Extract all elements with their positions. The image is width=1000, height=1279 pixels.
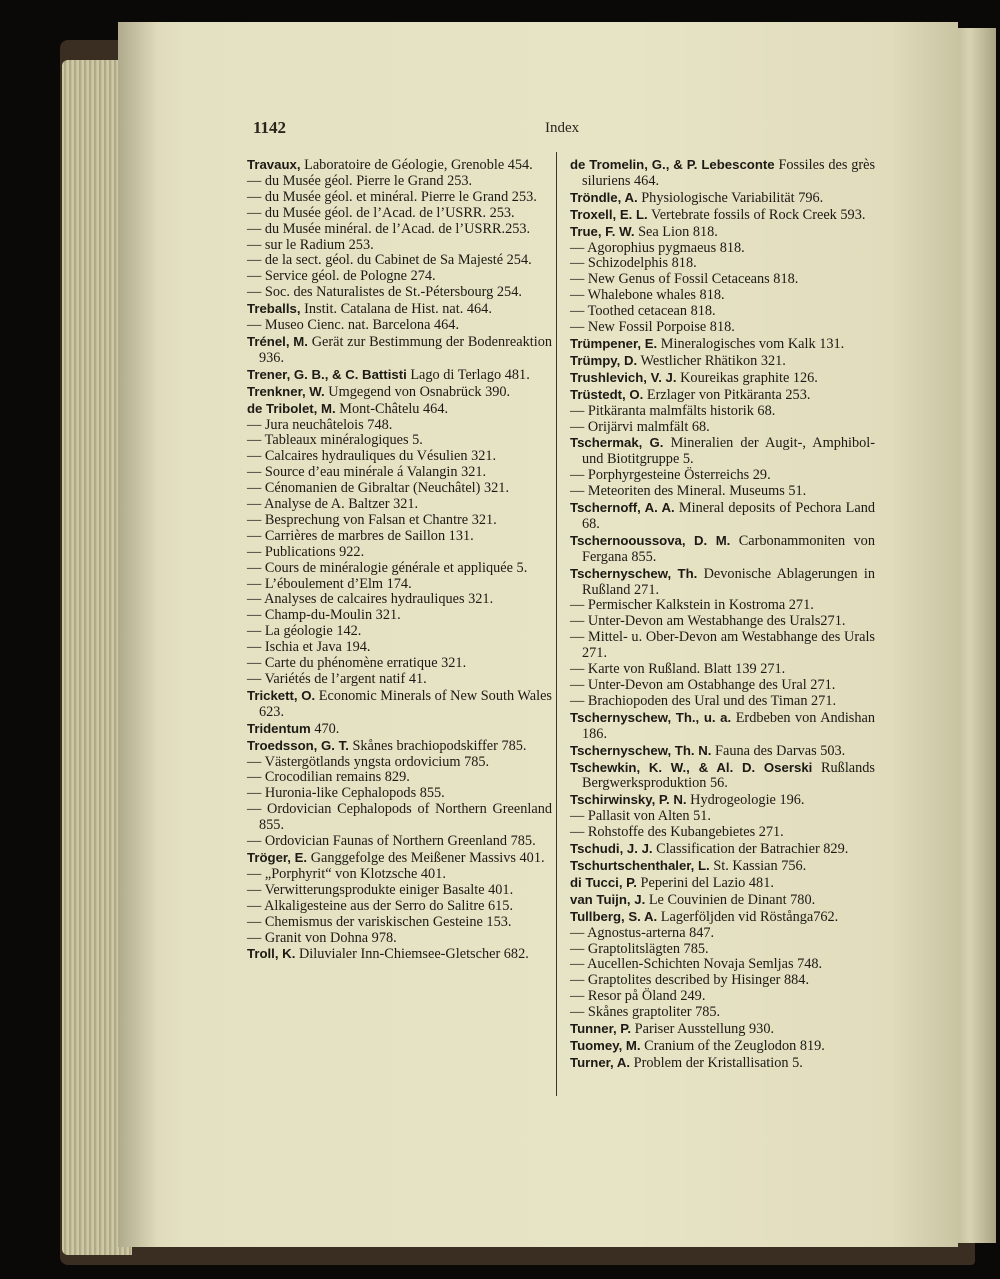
index-entry xyxy=(570,1021,875,1038)
index-entry xyxy=(570,973,875,989)
entry-text: Westlicher Rhätikon 321. xyxy=(640,352,786,369)
index-entry xyxy=(570,809,875,825)
entry-text: — Carte du phénomène erratique 321. xyxy=(247,655,467,672)
entry-text: — Ischia et Java 194. xyxy=(247,639,371,656)
entry-text: Classification der Batrachier 829. xyxy=(656,841,849,858)
index-entry xyxy=(247,222,552,238)
entry-text: Cranium of the Zeuglodon 819. xyxy=(644,1037,825,1054)
entry-author: van Tuijn, J. xyxy=(570,891,646,907)
index-entry xyxy=(570,320,875,336)
entry-text: — Alkaligesteine aus der Serro do Salitre 615. xyxy=(247,897,514,914)
index-entry xyxy=(247,367,552,384)
index-entry xyxy=(570,190,875,207)
entry-text: — Orijärvi malmfält 68. xyxy=(570,418,710,435)
entry-text: Economic Minerals of New South Wales 623. xyxy=(259,687,552,720)
entry-text: — de la sect. géol. du Cabinet de Sa Majesté 254. xyxy=(247,252,532,269)
entry-text: — Besprechung von Falsan et Chantre 321. xyxy=(247,511,497,528)
entry-author: Tschernyschew, Th., u. a. xyxy=(570,709,732,725)
entry-text: — Cours de minéralogie générale et appliquée 5. xyxy=(247,559,528,576)
entry-author: de Tromelin, G., & P. Lebesconte xyxy=(570,157,775,172)
index-entry xyxy=(570,566,875,599)
index-entry xyxy=(570,500,875,533)
entry-text: — Analyses de calcaires hydrauliques 321. xyxy=(247,591,494,608)
entry-text: — Graptolites described by Hisinger 884. xyxy=(570,972,810,989)
index-entry xyxy=(570,304,875,320)
entry-text: Vertebrate fossils of Rock Creek 593. xyxy=(651,206,866,223)
index-entry xyxy=(570,942,875,958)
entry-author: Tröger, E. xyxy=(247,849,308,865)
entry-text: Fossiles des grès siluriens 464. xyxy=(582,157,876,189)
index-entry xyxy=(570,858,875,875)
entry-author: Tullberg, S. A. xyxy=(570,908,658,924)
entry-text: Lago di Terlago 481. xyxy=(410,366,530,383)
entry-text: — Soc. des Naturalistes de St.-Pétersbourg 254. xyxy=(247,284,522,301)
entry-text: Umgegend von Osnabrück 390. xyxy=(328,383,511,400)
entry-text: Erzlager von Pitkäranta 253. xyxy=(646,386,811,403)
running-head: Index xyxy=(545,120,580,136)
entry-text: — Huronia-like Cephalopods 855. xyxy=(247,785,445,802)
index-entry xyxy=(570,435,875,468)
index-entry xyxy=(247,608,552,624)
entry-text: — Jura neuchâtelois 748. xyxy=(247,416,393,433)
page-number: 1142 xyxy=(253,118,287,137)
entry-author: Troll, K. xyxy=(247,946,296,962)
index-entry xyxy=(247,592,552,608)
entry-text: — Ordovician Cephalopods of Northern Greenland 855. xyxy=(247,801,552,834)
index-entry xyxy=(247,946,552,963)
index-entry xyxy=(247,497,552,513)
index-entry xyxy=(570,224,875,241)
entry-text: — Ordovician Faunas of Northern Greenland 785. xyxy=(247,833,536,850)
index-entry xyxy=(247,867,552,883)
entry-text: 470. xyxy=(314,720,340,737)
entry-text: — „Porphyrit“ von Klotzsche 401. xyxy=(247,865,446,882)
index-entry xyxy=(247,157,552,174)
entry-author: Trickett, O. xyxy=(247,687,316,703)
entry-text: — sur le Radium 253. xyxy=(247,236,374,253)
entry-text: — du Musée géol. et minéral. Pierre le Grand 253. xyxy=(247,188,537,205)
entry-author: Tschurtschenthaler, L. xyxy=(570,857,710,873)
entry-author: Tschudi, J. J. xyxy=(570,841,653,857)
index-entry xyxy=(570,157,875,190)
entry-author: Trushlevich, V. J. xyxy=(570,369,677,385)
index-entry xyxy=(570,875,875,892)
entry-author: Trénel, M. xyxy=(247,333,308,349)
index-entry xyxy=(570,468,875,484)
index-entry xyxy=(570,272,875,288)
entry-text: — L’éboulement d’Elm 174. xyxy=(247,575,412,592)
entry-author: Treballs, xyxy=(247,301,301,317)
entry-text: — Verwitterungsprodukte einiger Basalte 401. xyxy=(247,881,514,898)
entry-text: — Granit von Dohna 978. xyxy=(247,929,397,946)
index-entry xyxy=(247,721,552,738)
entry-author: Tschermak, G. xyxy=(570,435,664,451)
index-entry xyxy=(570,533,875,566)
gutter-shadow xyxy=(118,22,158,1247)
index-entry xyxy=(247,834,552,850)
index-entry xyxy=(247,931,552,947)
entry-author: Travaux, xyxy=(247,157,301,172)
entry-text: St. Kassian 756. xyxy=(713,857,807,874)
entry-author: Tschernyschew, Th. xyxy=(570,565,698,581)
entry-text: Koureikas graphite 126. xyxy=(680,369,818,386)
index-entry xyxy=(570,353,875,370)
entry-text: — Pallasit von Alten 51. xyxy=(570,808,711,825)
index-entry xyxy=(570,989,875,1005)
index-entry xyxy=(570,420,875,436)
entry-author: di Tucci, P. xyxy=(570,874,637,890)
entry-text: — Skånes graptoliter 785. xyxy=(570,1004,721,1021)
entry-text: Problem der Kristallisation 5. xyxy=(633,1054,803,1071)
entry-text: — Source d’eau minérale á Valangin 321. xyxy=(247,464,487,481)
entry-text: Skånes brachiopodskiffer 785. xyxy=(352,737,527,754)
index-entry xyxy=(247,640,552,656)
entry-author: Trümpener, E. xyxy=(570,335,658,351)
entry-text: Peperini del Lazio 481. xyxy=(640,874,774,891)
entry-text: Mineral deposits of Pechora Land 68. xyxy=(582,500,876,532)
index-entry xyxy=(570,892,875,909)
index-entry xyxy=(247,401,552,418)
entry-text: — Graptolitslägten 785. xyxy=(570,940,709,957)
index-entry xyxy=(247,465,552,481)
entry-text: Physiologische Variabilität 796. xyxy=(641,189,824,206)
entry-text: — New Genus of Fossil Cetaceans 818. xyxy=(570,271,799,288)
entry-text: — Whalebone whales 818. xyxy=(570,287,725,304)
entry-text: Le Couvinien de Dinant 780. xyxy=(648,891,816,908)
index-entry xyxy=(247,899,552,915)
entry-text: — Variétés de l’argent natif 41. xyxy=(247,671,427,687)
entry-text: — du Musée géol. de l’Acad. de l’USRR. 253. xyxy=(247,204,515,221)
index-entry xyxy=(247,285,552,301)
index-entry xyxy=(570,336,875,353)
entry-text: Mineralogisches vom Kalk 131. xyxy=(660,335,845,352)
index-entry xyxy=(570,1005,875,1021)
index-entry xyxy=(247,318,552,334)
entry-text: — Porphyrgesteine Österreichs 29. xyxy=(570,467,771,484)
index-entry xyxy=(570,207,875,224)
entry-text: — Service géol. de Pologne 274. xyxy=(247,268,436,285)
entry-author: Turner, A. xyxy=(570,1054,631,1070)
entry-author: Tschirwinsky, P. N. xyxy=(570,792,687,808)
entry-text: — Crocodilian remains 829. xyxy=(247,769,410,786)
index-entry xyxy=(570,256,875,272)
entry-text: — Chemismus der variskischen Gesteine 153. xyxy=(247,913,512,930)
index-entry xyxy=(570,792,875,809)
index-entry xyxy=(247,802,552,834)
entry-text: Rußlands Bergwerksproduktion 56. xyxy=(582,759,875,792)
index-entry xyxy=(570,1055,875,1072)
index-entry xyxy=(570,241,875,257)
index-entry xyxy=(570,404,875,420)
index-entry xyxy=(570,1038,875,1055)
index-column-right xyxy=(570,157,875,1072)
entry-text: Lagerföljden vid Röstånga762. xyxy=(660,908,839,925)
index-entry xyxy=(247,449,552,465)
entry-text: — Publications 922. xyxy=(247,543,365,560)
index-entry xyxy=(247,529,552,545)
index-entry xyxy=(247,253,552,269)
entry-text: — Aucellen-Schichten Novaja Semljas 748. xyxy=(570,956,823,973)
index-entry xyxy=(247,418,552,434)
index-entry xyxy=(570,825,875,841)
entry-text: — Brachiopoden des Ural und des Timan 271. xyxy=(570,692,837,709)
index-entry xyxy=(570,926,875,942)
index-entry xyxy=(570,370,875,387)
index-entry xyxy=(247,883,552,899)
index-entry xyxy=(247,334,552,367)
facing-page-edge xyxy=(952,28,996,1243)
entry-text: Ganggefolge des Meißener Massivs 401. xyxy=(310,849,545,866)
entry-text: — du Musée minéral. de l’Acad. de l’USRR.253. xyxy=(247,220,531,237)
entry-text: Sea Lion 818. xyxy=(638,223,718,240)
index-entry xyxy=(247,915,552,931)
entry-text: Devonische Ablagerungen in Rußland 271. xyxy=(582,565,875,598)
entry-text: — Meteoriten des Mineral. Museums 51. xyxy=(570,483,807,500)
index-entry xyxy=(570,614,875,630)
entry-text: Hydrogeologie 196. xyxy=(690,792,805,809)
index-entry xyxy=(247,190,552,206)
entry-author: Trüstedt, O. xyxy=(570,386,644,402)
entry-author: Tschernyschew, Th. N. xyxy=(570,742,712,758)
entry-text: — Toothed cetacean 818. xyxy=(570,303,716,320)
entry-text: — Tableaux minéralogiques 5. xyxy=(247,432,423,449)
index-entry xyxy=(570,710,875,743)
index-entry xyxy=(247,481,552,497)
entry-text: Erdbeben von Andishan 186. xyxy=(582,709,875,742)
index-entry xyxy=(570,288,875,304)
entry-text: — Resor på Öland 249. xyxy=(570,988,706,1005)
index-entry xyxy=(247,786,552,802)
entry-author: Trümpy, D. xyxy=(570,352,638,368)
entry-text: — Calcaires hydrauliques du Vésulien 321. xyxy=(247,448,497,465)
index-entry xyxy=(570,957,875,973)
index-entry xyxy=(570,743,875,760)
index-entry xyxy=(570,484,875,500)
entry-text: — Västergötlands yngsta ordovicium 785. xyxy=(247,753,490,770)
index-entry xyxy=(247,624,552,640)
index-entry xyxy=(570,598,875,614)
entry-author: Tschewkin, K. W., & Al. D. Oserski xyxy=(570,759,813,775)
index-entry xyxy=(247,238,552,254)
index-entry xyxy=(247,755,552,771)
entry-text: — Carrières de marbres de Saillon 131. xyxy=(247,527,474,544)
entry-text: — Permischer Kalkstein in Kostroma 271. xyxy=(570,597,814,614)
entry-author: Tridentum xyxy=(247,720,311,736)
entry-text: Mont-Châtelu 464. xyxy=(339,400,449,417)
index-entry xyxy=(247,206,552,222)
entry-author: True, F. W. xyxy=(570,223,635,239)
entry-author: Tröndle, A. xyxy=(570,189,638,205)
index-column-left xyxy=(247,157,552,963)
entry-text: — Rohstoffe des Kubangebietes 271. xyxy=(570,824,784,841)
entry-author: Tunner, P. xyxy=(570,1021,632,1037)
entry-author: Trener, G. B., & C. Battisti xyxy=(247,366,407,382)
index-entry xyxy=(570,678,875,694)
entry-author: de Tribolet, M. xyxy=(247,400,336,416)
index-entry xyxy=(570,841,875,858)
entry-text: Instit. Catalana de Hist. nat. 464. xyxy=(304,301,492,318)
entry-author: Troedsson, G. T. xyxy=(247,737,349,753)
index-entry xyxy=(247,513,552,529)
index-entry xyxy=(570,694,875,710)
index-entry xyxy=(570,662,875,678)
index-entry xyxy=(247,850,552,867)
entry-text: — Unter-Devon am Westabhange des Urals271. xyxy=(570,613,846,630)
entry-text: Gerät zur Bestimmung der Bodenreaktion 936. xyxy=(259,333,553,366)
entry-text: — Agnostus-arterna 847. xyxy=(570,924,715,941)
entry-text: — La géologie 142. xyxy=(247,623,362,640)
entry-author: Tschernoff, A. A. xyxy=(570,500,675,516)
column-rule xyxy=(556,152,557,1096)
index-entry xyxy=(570,760,875,793)
index-entry xyxy=(247,545,552,561)
entry-text: — Champ-du-Moulin 321. xyxy=(247,607,401,624)
entry-text: — Cénomanien de Gibraltar (Neuchâtel) 321. xyxy=(247,480,510,497)
index-entry xyxy=(570,387,875,404)
entry-text: — Karte von Rußland. Blatt 139 271. xyxy=(570,661,786,678)
index-entry xyxy=(247,433,552,449)
entry-text: Carbonammoniten von Fergana 855. xyxy=(582,532,875,565)
entry-author: Tschernooussova, D. M. xyxy=(570,532,731,548)
entry-author: Trenkner, W. xyxy=(247,383,325,399)
entry-text: — du Musée géol. Pierre le Grand 253. xyxy=(247,172,473,189)
entry-author: Tuomey, M. xyxy=(570,1037,641,1053)
entry-text: Diluvialer Inn-Chiemsee-Gletscher 682. xyxy=(298,946,529,963)
entry-text: — New Fossil Porpoise 818. xyxy=(570,319,735,336)
index-entry xyxy=(247,301,552,318)
index-entry xyxy=(247,770,552,786)
index-entry xyxy=(247,656,552,672)
entry-text: — Agorophius pygmaeus 818. xyxy=(570,239,745,256)
index-entry xyxy=(247,561,552,577)
index-entry xyxy=(247,384,552,401)
entry-author: Troxell, E. L. xyxy=(570,206,648,222)
entry-text: — Analyse de A. Baltzer 321. xyxy=(247,496,419,513)
index-entry xyxy=(247,688,552,721)
index-entry xyxy=(570,909,875,926)
index-entry xyxy=(570,630,875,662)
entry-text: Fauna des Darvas 503. xyxy=(715,742,846,759)
index-entry xyxy=(247,269,552,285)
index-entry xyxy=(247,577,552,593)
index-entry xyxy=(247,672,552,688)
entry-text: Laboratoire de Géologie, Grenoble 454. xyxy=(304,157,533,173)
entry-text: — Museo Cienc. nat. Barcelona 464. xyxy=(247,317,460,334)
entry-text: — Pitkäranta malmfälts historik 68. xyxy=(570,402,776,419)
entry-text: — Mittel- u. Ober-Devon am Westabhange des Urals 271. xyxy=(570,629,875,662)
entry-text: Pariser Ausstellung 930. xyxy=(634,1021,775,1038)
entry-text: — Unter-Devon am Ostabhange des Ural 271. xyxy=(570,677,836,693)
index-entry xyxy=(247,738,552,755)
index-entry xyxy=(247,174,552,190)
entry-text: — Schizodelphis 818. xyxy=(570,255,697,272)
entry-text: Mineralien der Augit-, Amphibol- und Biotitgruppe 5. xyxy=(582,435,875,468)
